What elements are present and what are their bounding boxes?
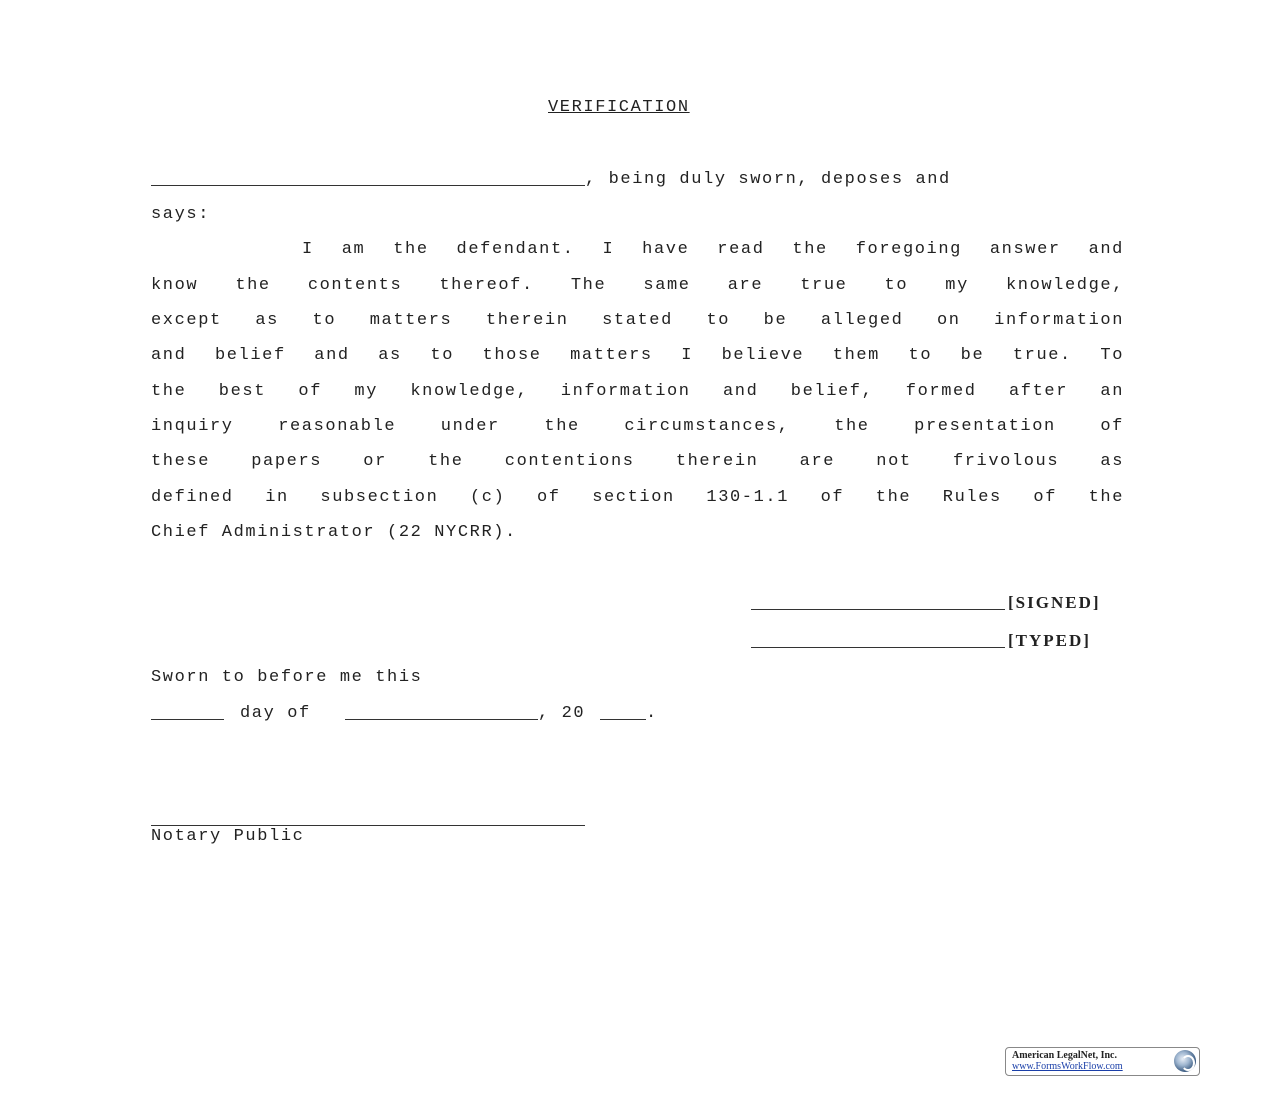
- body-last-line: Chief Administrator (22 NYCRR).: [151, 523, 517, 542]
- deponent-name-blank[interactable]: [151, 185, 585, 186]
- signed-label: [SIGNED]: [1008, 593, 1101, 612]
- jurat-year-prefix: , 20: [538, 704, 586, 723]
- body-line-6: inquiry reasonable under the circumstances, the presentation of: [151, 417, 1124, 436]
- signed-signature-blank[interactable]: [751, 609, 1005, 610]
- jurat-day-of: day of: [240, 704, 311, 723]
- badge-url-link[interactable]: www.FormsWorkFlow.com: [1012, 1061, 1123, 1072]
- notary-label: Notary Public: [151, 827, 305, 846]
- body-line-3: except as to matters therein stated to be alleged on information: [151, 311, 1124, 330]
- body-line-7: these papers or the contentions therein are not frivolous as: [151, 452, 1124, 471]
- jurat-day-blank[interactable]: [151, 719, 224, 720]
- jurat-year-blank[interactable]: [600, 719, 646, 720]
- jurat-line-1: Sworn to before me this: [151, 668, 423, 687]
- document-title: VERIFICATION: [548, 98, 690, 117]
- opening-text: , being duly sworn, deposes and: [585, 170, 951, 189]
- globe-logo-icon: [1174, 1050, 1196, 1072]
- typed-name-blank[interactable]: [751, 647, 1005, 648]
- body-line-1: I am the defendant. I have read the foregoing answer and: [302, 240, 1124, 259]
- body-line-2: know the contents thereof. The same are true to my knowledge,: [151, 276, 1124, 295]
- jurat-month-blank[interactable]: [345, 719, 538, 720]
- body-line-4: and belief and as to those matters I believe them to be true. To: [151, 346, 1124, 365]
- body-line-8: defined in subsection (c) of section 130-1.1 of the Rules of the: [151, 488, 1124, 507]
- jurat-period: .: [646, 704, 658, 723]
- opening-continuation: says:: [151, 205, 211, 224]
- body-line-5: the best of my knowledge, information and belief, formed after an: [151, 382, 1124, 401]
- notary-signature-blank[interactable]: [151, 825, 585, 826]
- typed-label: [TYPED]: [1008, 631, 1091, 650]
- badge-company: American LegalNet, Inc.: [1012, 1050, 1117, 1061]
- american-legalnet-badge[interactable]: [1005, 1047, 1200, 1076]
